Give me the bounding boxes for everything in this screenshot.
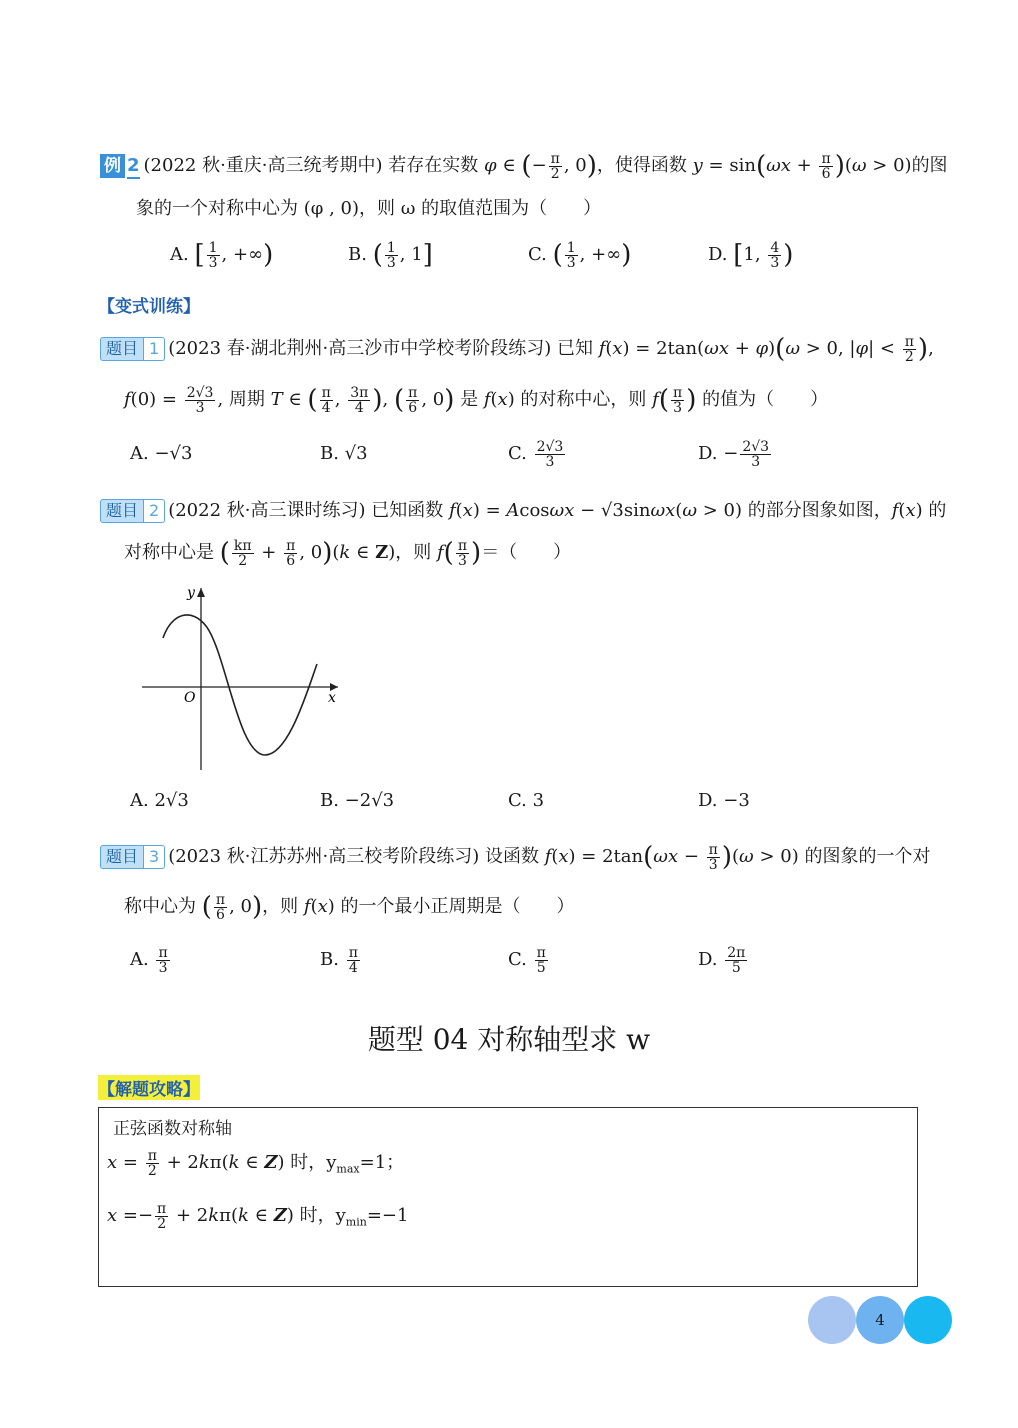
question-1-option-d: D. − $\frac{2√3}{3}$ xyxy=(698,438,770,470)
page-number: 4 xyxy=(875,1311,885,1329)
question-3-line-2: 称中心为 ( $\frac{\pi}{6}$ , 0)，则 f(x) 的一个最小正周期是（ ） xyxy=(124,891,575,923)
y-axis-arrow-icon xyxy=(197,588,205,597)
question-1-option-b: B. √3 xyxy=(320,443,368,464)
origin-label: O xyxy=(184,690,196,706)
question-tag: 题目 xyxy=(100,499,144,523)
example-2-line-1: 例 2 (2022 秋·重庆·高三统考期中) 若存在实数 φ ∈ (− $\frac{\pi}{2}$ , 0)，使得函数 y = sin(ωx + $\frac{\pi}{6}$ )(ω > 0)的图 xyxy=(100,151,948,181)
variant-training-title: 【变式训练】 xyxy=(98,297,200,317)
strategy-title: 【解题攻略】 xyxy=(98,1075,200,1100)
question-2-option-c: C. 3 xyxy=(508,790,545,811)
strategy-line-1: x = $\frac{\pi}{2}$ + 2kπ(k ∈ Z) 时，$y_{max}=1$； xyxy=(107,1147,405,1179)
example-number: 2 xyxy=(127,155,140,179)
x-axis-label: x xyxy=(328,690,336,706)
sine-curve xyxy=(163,615,317,755)
example-2-option-a: A. [ $\frac{1}{3}$ , +∞) xyxy=(170,239,274,271)
question-2-option-d: D. −3 xyxy=(698,790,750,811)
strategy-box xyxy=(98,1107,918,1287)
question-number: 1 xyxy=(144,337,165,361)
section-title: 题型 04 对称轴型求 w xyxy=(367,1023,651,1056)
question-1-line-1: 题目 1 (2023 春·湖北荆州·高三沙市中学校考阶段练习) 已知 f(x) = 2tan(ωx + φ)(ω > 0, |φ| < $\frac{\pi}{2}$ ), xyxy=(100,334,934,364)
strategy-line-2: x =− $\frac{\pi}{2}$ + 2kπ(k ∈ Z) 时，$y_{min}=-1$ xyxy=(107,1200,409,1232)
question-3-option-c: C. $\frac{\pi}{5}$ xyxy=(508,944,546,976)
question-tag: 题目 xyxy=(100,845,144,869)
question-3-option-b: B. $\frac{\pi}{4}$ xyxy=(320,944,358,976)
y-axis-label: y xyxy=(187,585,195,601)
strategy-heading: 正弦函数对称轴 xyxy=(113,1119,232,1139)
question-number: 3 xyxy=(144,845,165,869)
sine-graph xyxy=(130,580,350,780)
question-1-option-c: C. $\frac{2√3}{3}$ xyxy=(508,438,564,470)
example-2-option-d: D. [1, $\frac{4}{3}$ ) xyxy=(708,239,794,271)
question-tag: 题目 xyxy=(100,337,144,361)
question-3-option-a: A. $\frac{\pi}{3}$ xyxy=(130,944,168,976)
question-2-line-2: 对称中心是 ( $\frac{k\pi}{2}$ + $\frac{\pi}{6}$ , 0)(k ∈ Z)，则 f( $\frac{\pi}{3}$ )＝（ ） xyxy=(124,537,572,569)
page-circle-left xyxy=(808,1296,856,1344)
question-3-option-d: D. $\frac{2\pi}{5}$ xyxy=(698,944,746,976)
example-2-option-b: B. ( $\frac{1}{3}$ , 1] xyxy=(348,239,433,271)
question-1-line-2: f(0) = $\frac{2√3}{3}$ , 周期 T ∈ ( $\frac{\pi}{4}$ , $\frac{3\pi}{4}$ ), ( $\frac{\pi}{6}$ , 0) 是 f(x) 的对称中心，则 f( $\frac{\pi}{3}$ ) 的值为（ ） xyxy=(124,384,829,416)
question-number: 2 xyxy=(144,499,165,523)
question-1-option-a: A. −√3 xyxy=(130,443,193,464)
example-2-text: ，使得函数 xyxy=(596,155,687,176)
example-2-source: (2022 秋·重庆·高三统考期中) 若存在实数 xyxy=(143,155,479,176)
example-tag: 例 xyxy=(100,154,125,178)
question-3-line-1: 题目 3 (2023 秋·江苏苏州·高三校考阶段练习) 设函数 f(x) = 2tan(ωx − $\frac{\pi}{3}$ )(ω > 0) 的图象的一个对 xyxy=(100,842,930,872)
example-2-line-2: 象的一个对称中心为 (φ , 0)，则 ω 的取值范围为（ ） xyxy=(136,198,602,219)
example-2-text-end: 的图 xyxy=(911,155,948,176)
example-2-option-c: C. ( $\frac{1}{3}$ , +∞) xyxy=(528,239,632,271)
question-2-line-1: 题目 2 (2022 秋·高三课时练习) 已知函数 f(x) = Acosωx − √3sinωx(ω > 0) 的部分图象如图，f(x) 的 xyxy=(100,496,946,526)
question-2-option-a: A. 2√3 xyxy=(130,790,189,811)
page-circle-right xyxy=(904,1296,952,1344)
question-2-option-b: B. −2√3 xyxy=(320,790,395,811)
